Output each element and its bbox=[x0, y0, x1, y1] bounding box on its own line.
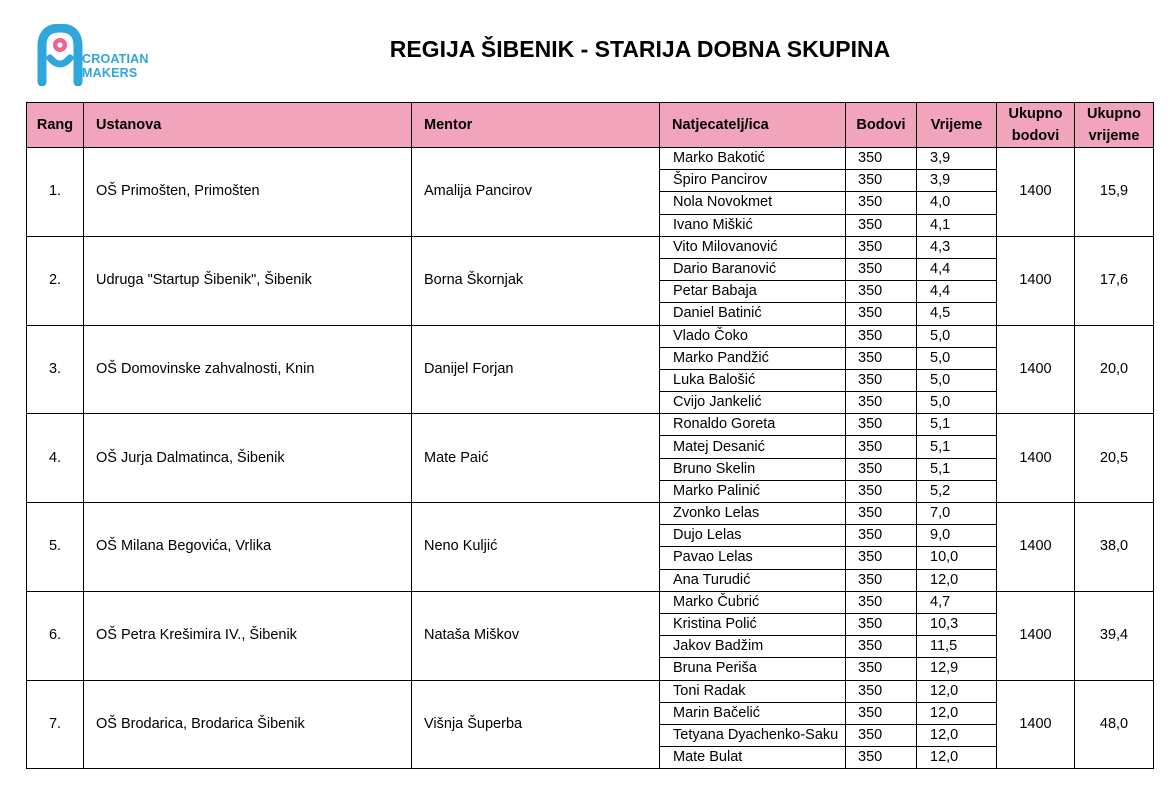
rank-cell: 4. bbox=[27, 414, 84, 503]
results-table bbox=[26, 102, 1154, 769]
table-row bbox=[27, 414, 1154, 436]
time-cell: 7,0 bbox=[917, 503, 997, 525]
rank-cell: 2. bbox=[27, 236, 84, 325]
institution-cell: OŠ Milana Begovića, Vrlika bbox=[84, 503, 412, 592]
logo-wordmark bbox=[82, 52, 149, 80]
points-cell: 350 bbox=[846, 281, 917, 303]
competitor-cell: Petar Babaja bbox=[660, 281, 846, 303]
competitor-cell: Dario Baranović bbox=[660, 258, 846, 280]
competitor-cell: Ronaldo Goreta bbox=[660, 414, 846, 436]
header-mentor: Mentor bbox=[412, 103, 660, 148]
points-cell: 350 bbox=[846, 303, 917, 325]
rank-cell: 1. bbox=[27, 148, 84, 237]
competitor-cell: Bruna Periša bbox=[660, 658, 846, 680]
table-row bbox=[27, 236, 1154, 258]
points-cell: 350 bbox=[846, 369, 917, 391]
table-row bbox=[27, 680, 1154, 702]
total-points-cell: 1400 bbox=[997, 325, 1075, 414]
competitor-cell: Daniel Batinić bbox=[660, 303, 846, 325]
competitor-cell: Ivano Miškić bbox=[660, 214, 846, 236]
total-points-cell: 1400 bbox=[997, 414, 1075, 503]
mentor-cell: Neno Kuljić bbox=[412, 503, 660, 592]
time-cell: 5,2 bbox=[917, 480, 997, 502]
makers-logo-icon bbox=[36, 24, 86, 86]
points-cell: 350 bbox=[846, 148, 917, 170]
time-cell: 5,0 bbox=[917, 369, 997, 391]
total-points-cell: 1400 bbox=[997, 591, 1075, 680]
competitor-cell: Vlado Čoko bbox=[660, 325, 846, 347]
points-cell: 350 bbox=[846, 258, 917, 280]
table-row bbox=[27, 325, 1154, 347]
points-cell: 350 bbox=[846, 525, 917, 547]
time-cell: 5,1 bbox=[917, 436, 997, 458]
time-cell: 12,0 bbox=[917, 724, 997, 746]
institution-cell: OŠ Domovinske zahvalnosti, Knin bbox=[84, 325, 412, 414]
mentor-cell: Amalija Pancirov bbox=[412, 148, 660, 237]
competitor-cell: Marko Palinić bbox=[660, 480, 846, 502]
total-time-cell: 39,4 bbox=[1075, 591, 1154, 680]
competitor-cell: Toni Radak bbox=[660, 680, 846, 702]
total-points-cell: 1400 bbox=[997, 236, 1075, 325]
points-cell: 350 bbox=[846, 724, 917, 746]
header-ukupno-bodovi-line2: bodovi bbox=[1011, 128, 1060, 144]
time-cell: 5,0 bbox=[917, 325, 997, 347]
competitor-cell: Špiro Pancirov bbox=[660, 170, 846, 192]
competitor-cell: Matej Desanić bbox=[660, 436, 846, 458]
points-cell: 350 bbox=[846, 680, 917, 702]
institution-cell: OŠ Primošten, Primošten bbox=[84, 148, 412, 237]
time-cell: 12,9 bbox=[917, 658, 997, 680]
time-cell: 4,7 bbox=[917, 591, 997, 613]
points-cell: 350 bbox=[846, 569, 917, 591]
points-cell: 350 bbox=[846, 702, 917, 724]
time-cell: 11,5 bbox=[917, 636, 997, 658]
points-cell: 350 bbox=[846, 214, 917, 236]
points-cell: 350 bbox=[846, 436, 917, 458]
header-ustanova: Ustanova bbox=[84, 103, 412, 148]
competitor-cell: Jakov Badžim bbox=[660, 636, 846, 658]
header-ukupno-bodovi-line1: Ukupno bbox=[1008, 106, 1063, 122]
rank-cell: 5. bbox=[27, 503, 84, 592]
rank-cell: 6. bbox=[27, 591, 84, 680]
time-cell: 3,9 bbox=[917, 170, 997, 192]
total-time-cell: 38,0 bbox=[1075, 503, 1154, 592]
competitor-cell: Pavao Lelas bbox=[660, 547, 846, 569]
time-cell: 4,4 bbox=[917, 258, 997, 280]
page-title: REGIJA ŠIBENIK - STARIJA DOBNA SKUPINA bbox=[389, 36, 891, 62]
total-points-cell: 1400 bbox=[997, 148, 1075, 237]
competitor-cell: Luka Balošić bbox=[660, 369, 846, 391]
points-cell: 350 bbox=[846, 547, 917, 569]
points-cell: 350 bbox=[846, 658, 917, 680]
institution-cell: OŠ Jurja Dalmatinca, Šibenik bbox=[84, 414, 412, 503]
time-cell: 10,3 bbox=[917, 613, 997, 635]
points-cell: 350 bbox=[846, 613, 917, 635]
competitor-cell: Bruno Skelin bbox=[660, 458, 846, 480]
logo-line-1: CROATIAN bbox=[82, 52, 149, 66]
institution-cell: OŠ Brodarica, Brodarica Šibenik bbox=[84, 680, 412, 769]
points-cell: 350 bbox=[846, 503, 917, 525]
time-cell: 3,9 bbox=[917, 148, 997, 170]
competitor-cell: Mate Bulat bbox=[660, 747, 846, 769]
time-cell: 4,1 bbox=[917, 214, 997, 236]
time-cell: 4,0 bbox=[917, 192, 997, 214]
total-time-cell: 48,0 bbox=[1075, 680, 1154, 769]
points-cell: 350 bbox=[846, 236, 917, 258]
time-cell: 5,0 bbox=[917, 392, 997, 414]
points-cell: 350 bbox=[846, 325, 917, 347]
header-ukupno-bodovi bbox=[997, 103, 1075, 148]
logo-line-2: MAKERS bbox=[82, 66, 138, 80]
points-cell: 350 bbox=[846, 414, 917, 436]
competitor-cell: Vito Milovanović bbox=[660, 236, 846, 258]
time-cell: 9,0 bbox=[917, 525, 997, 547]
mentor-cell: Danijel Forjan bbox=[412, 325, 660, 414]
competitor-cell: Marko Čubrić bbox=[660, 591, 846, 613]
table-row bbox=[27, 591, 1154, 613]
time-cell: 5,1 bbox=[917, 458, 997, 480]
table-row bbox=[27, 148, 1154, 170]
competitor-cell: Tetyana Dyachenko-Saku bbox=[660, 724, 846, 746]
competitor-cell: Marko Bakotić bbox=[660, 148, 846, 170]
header-ukupno-vrijeme-line2: vrijeme bbox=[1088, 128, 1140, 144]
institution-cell: Udruga "Startup Šibenik", Šibenik bbox=[84, 236, 412, 325]
points-cell: 350 bbox=[846, 458, 917, 480]
points-cell: 350 bbox=[846, 480, 917, 502]
header-natjecatelj: Natjecatelj/ica bbox=[660, 103, 846, 148]
points-cell: 350 bbox=[846, 347, 917, 369]
points-cell: 350 bbox=[846, 636, 917, 658]
time-cell: 5,1 bbox=[917, 414, 997, 436]
header-ukupno-vrijeme bbox=[1075, 103, 1154, 148]
mentor-cell: Mate Paić bbox=[412, 414, 660, 503]
header-ukupno-vrijeme-line1: Ukupno bbox=[1087, 106, 1141, 122]
time-cell: 4,3 bbox=[917, 236, 997, 258]
competitor-cell: Ana Turudić bbox=[660, 569, 846, 591]
time-cell: 12,0 bbox=[917, 680, 997, 702]
total-time-cell: 15,9 bbox=[1075, 148, 1154, 237]
time-cell: 12,0 bbox=[917, 747, 997, 769]
competitor-cell: Marin Bačelić bbox=[660, 702, 846, 724]
time-cell: 10,0 bbox=[917, 547, 997, 569]
mentor-cell: Borna Škornjak bbox=[412, 236, 660, 325]
total-time-cell: 17,6 bbox=[1075, 236, 1154, 325]
time-cell: 12,0 bbox=[917, 569, 997, 591]
rank-cell: 7. bbox=[27, 680, 84, 769]
competitor-cell: Kristina Polić bbox=[660, 613, 846, 635]
total-time-cell: 20,0 bbox=[1075, 325, 1154, 414]
time-cell: 4,5 bbox=[917, 303, 997, 325]
points-cell: 350 bbox=[846, 747, 917, 769]
total-points-cell: 1400 bbox=[997, 680, 1075, 769]
time-cell: 4,4 bbox=[917, 281, 997, 303]
points-cell: 350 bbox=[846, 170, 917, 192]
mentor-cell: Višnja Šuperba bbox=[412, 680, 660, 769]
mentor-cell: Nataša Miškov bbox=[412, 591, 660, 680]
total-points-cell: 1400 bbox=[997, 503, 1075, 592]
table-row bbox=[27, 503, 1154, 525]
competitor-cell: Zvonko Lelas bbox=[660, 503, 846, 525]
points-cell: 350 bbox=[846, 591, 917, 613]
header-vrijeme: Vrijeme bbox=[917, 103, 997, 148]
results-body bbox=[27, 148, 1154, 769]
header-bodovi: Bodovi bbox=[846, 103, 917, 148]
header-rang: Rang bbox=[27, 103, 84, 148]
rank-cell: 3. bbox=[27, 325, 84, 414]
competitor-cell: Nola Novokmet bbox=[660, 192, 846, 214]
header-row bbox=[27, 103, 1154, 148]
competitor-cell: Dujo Lelas bbox=[660, 525, 846, 547]
total-time-cell: 20,5 bbox=[1075, 414, 1154, 503]
time-cell: 12,0 bbox=[917, 702, 997, 724]
competitor-cell: Cvijo Jankelić bbox=[660, 392, 846, 414]
points-cell: 350 bbox=[846, 392, 917, 414]
points-cell: 350 bbox=[846, 192, 917, 214]
competitor-cell: Marko Pandžić bbox=[660, 347, 846, 369]
time-cell: 5,0 bbox=[917, 347, 997, 369]
institution-cell: OŠ Petra Krešimira IV., Šibenik bbox=[84, 591, 412, 680]
